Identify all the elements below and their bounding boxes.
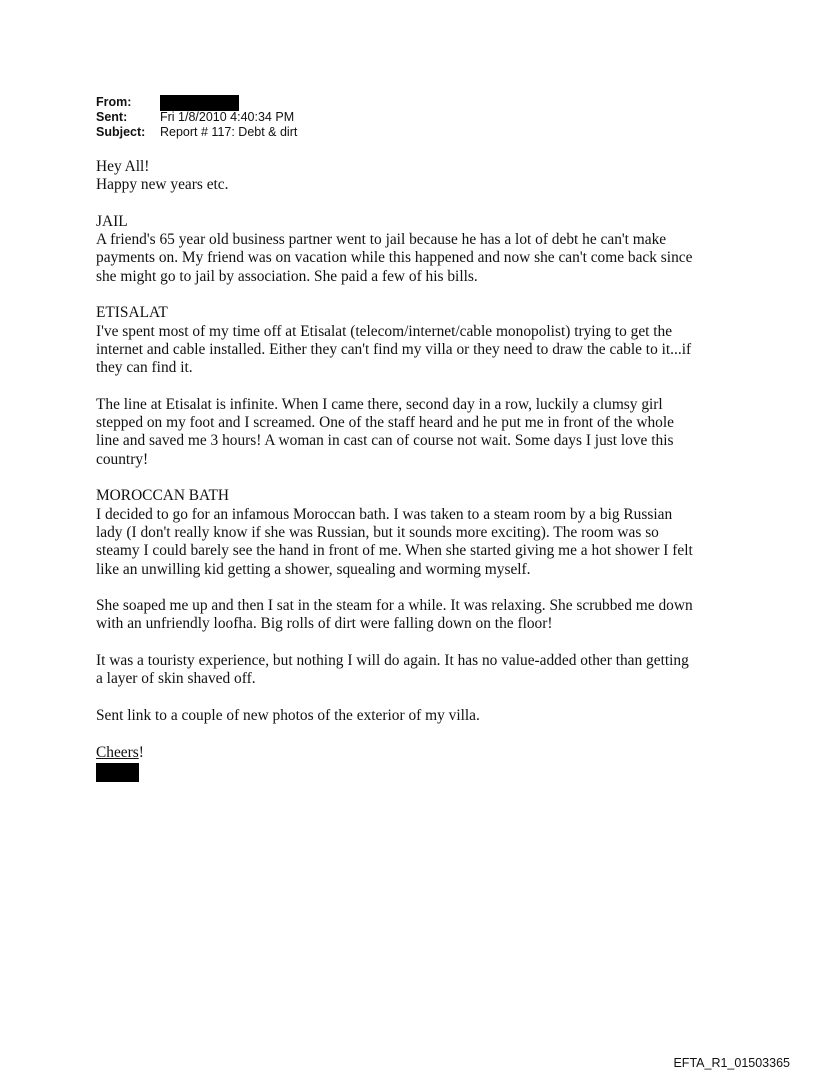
- signoff-line: [96, 744, 726, 762]
- redacted-signature-block: [96, 763, 139, 782]
- body-line: she might go to jail by association. She paid a few of his bills.: [96, 267, 478, 285]
- signoff-block: [96, 744, 726, 782]
- body-line: steamy I could barely see the hand in front of me. When she started giving me a hot shower I felt: [96, 542, 693, 560]
- body-line: a layer of skin shaved off.: [96, 670, 256, 688]
- section-heading: ETISALAT: [96, 304, 168, 322]
- body-line: lady (I don't really know if she was Russian, but it sounds more exciting). The room was so: [96, 523, 659, 541]
- etisalat-section: [96, 304, 726, 377]
- subject-value: Report # 117: Debt & dirt: [160, 125, 298, 139]
- from-label: From:: [96, 95, 132, 109]
- subject-row: [96, 125, 297, 140]
- sent-label: Sent:: [96, 110, 128, 124]
- greeting-paragraph: [96, 158, 726, 195]
- body-line: with an unfriendly loofha. Big rolls of dirt were falling down on the floor!: [96, 615, 553, 633]
- jail-section: [96, 213, 726, 286]
- body-line: It was a touristy experience, but nothing I will do again. It has no value-added other than getting: [96, 652, 689, 670]
- photos-paragraph: [96, 707, 726, 725]
- body-line: line and saved me 3 hours! A woman in cast can of course not wait. Some days I just love this: [96, 432, 674, 450]
- body-line: country!: [96, 450, 149, 468]
- document-id: EFTA_R1_01503365: [673, 1056, 790, 1070]
- body-line: stepped on my foot and I screamed. One of the staff heard and he put me in front of the whole: [96, 414, 674, 432]
- body-line: they can find it.: [96, 359, 193, 377]
- section-heading: MOROCCAN BATH: [96, 487, 229, 505]
- etisalat-paragraph-2: [96, 396, 726, 469]
- moroccan-bath-paragraph-2: [96, 597, 726, 634]
- subject-label: Subject:: [96, 125, 146, 139]
- signoff-text: Cheers: [96, 743, 139, 761]
- email-header: [96, 95, 297, 140]
- section-heading: JAIL: [96, 212, 128, 230]
- body-line: payments on. My friend was on vacation while this happened and now she can't come back since: [96, 249, 693, 267]
- greeting-line: Happy new years etc.: [96, 176, 229, 194]
- moroccan-bath-section: [96, 487, 726, 578]
- redacted-sender-block: [160, 95, 239, 111]
- moroccan-bath-paragraph-3: [96, 652, 726, 689]
- from-row: [96, 95, 297, 110]
- signoff-punctuation: !: [138, 743, 144, 761]
- photos-link-line: Sent link to a couple of new photos of the exterior of my villa.: [96, 706, 480, 724]
- email-body: [96, 158, 726, 782]
- sent-row: [96, 110, 297, 125]
- body-line: She soaped me up and then I sat in the steam for a while. It was relaxing. She scrubbed me down: [96, 597, 693, 615]
- body-line: I've spent most of my time off at Etisalat (telecom/internet/cable monopolist) trying to get the: [96, 322, 673, 340]
- body-line: I decided to go for an infamous Moroccan bath. I was taken to a steam room by a big Russian: [96, 505, 673, 523]
- body-line: internet and cable installed. Either they can't find my villa or they need to draw the cable to it...if: [96, 340, 692, 358]
- greeting-line: Hey All!: [96, 158, 150, 175]
- body-line: The line at Etisalat is infinite. When I came there, second day in a row, luckily a clumsy girl: [96, 395, 663, 413]
- body-line: like an unwilling kid getting a shower, squealing and worming myself.: [96, 560, 531, 578]
- sent-value: Fri 1/8/2010 4:40:34 PM: [160, 110, 295, 124]
- body-line: A friend's 65 year old business partner went to jail because he has a lot of debt he can't make: [96, 231, 667, 249]
